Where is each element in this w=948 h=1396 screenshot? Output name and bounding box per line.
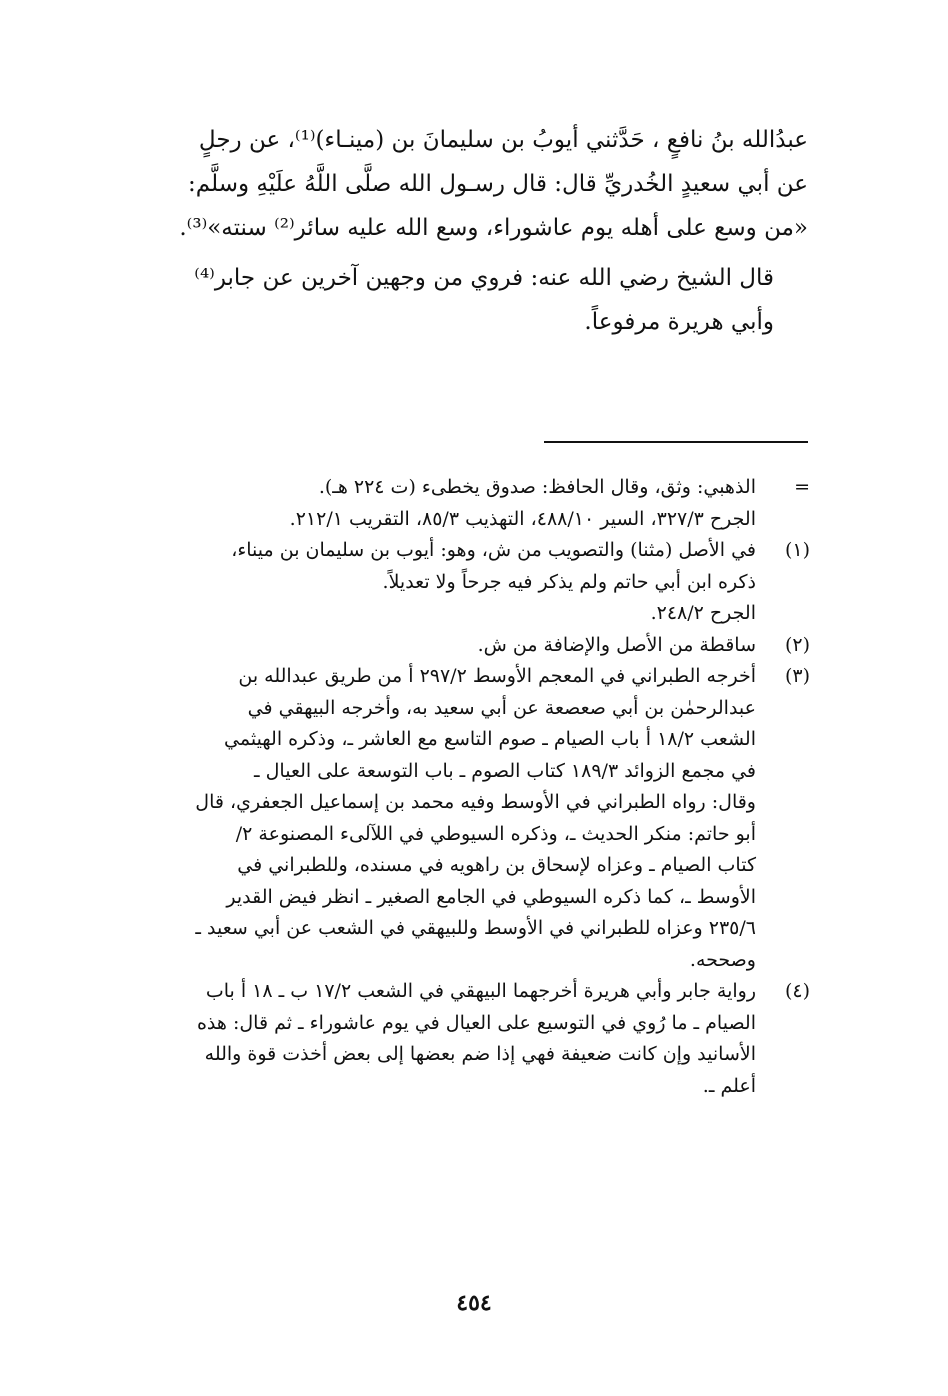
footnote-line: الأوسط ـ، كما ذكره السيوطي في الجامع الصغير ـ انظر فيض القدير <box>226 885 756 908</box>
footnote-line: أبو حاتم: منكر الحديث ـ، وذكره السيوطي في اللآلىء المصنوعة ٢/ <box>235 822 756 845</box>
footnote-line: رواية جابر وأبي هريرة أخرجهما البيهقي في الشعب ١٧/٢ ب ـ ١٨ أ باب <box>205 980 756 1002</box>
text-line: عبدُالله بنُ نافعٍ ، حَدَّثني أيوبُ بن سليمانَ بن (مينـاء)⁽¹⁾، عن رجلٍ <box>198 127 808 153</box>
footnote-number: (٤) <box>784 980 810 1002</box>
footnote-line: في مجمع الزوائد ١٨٩/٣ كتاب الصوم ـ باب التوسعة على العيال ـ <box>254 759 756 782</box>
text-line: قال الشيخ رضي الله عنه: فروي من وجهين آخرين عن جابر⁽⁴⁾ <box>194 265 774 291</box>
footnote-line: وصححه. <box>689 948 756 971</box>
footnotes <box>112 472 816 1102</box>
footnote-line: الجرح ٢٤٨/٢. <box>650 602 756 624</box>
footnote-line: ذكره ابن أبي حاتم ولم يذكر فيه جرحاً ولا تعديلاً. <box>382 570 756 593</box>
footnote-4 <box>112 976 816 1102</box>
footnote-number: (٢) <box>784 633 810 656</box>
text-line: عن أبي سعيدٍ الخُدريِّ قال: قال رسـول الله صلَّى اللَّهُ علَيْهِ وسلَّم: <box>188 171 808 197</box>
footnote-1 <box>112 535 816 630</box>
footnote-number: (٣) <box>784 665 810 687</box>
footnote-line: أعلم ـ. <box>702 1074 756 1097</box>
footnote-line: كتاب الصيام ـ وعزاه لإسحاق بن راهويه في مسنده، وللطبراني في <box>237 854 756 876</box>
footnote-line: الجرح ٣٢٧/٣، السير ٤٨٨/١٠، التهذيب ٨٥/٣، التقريب ٢١٢/١. <box>289 507 756 530</box>
footnote-continued <box>112 472 816 535</box>
footnote-separator <box>544 441 808 443</box>
footnote-line: عبدالرحمٰن بن أبي صعصعة عن أبي سعيد به، وأخرجه البيهقي في <box>247 696 756 719</box>
footnote-line: الذهبي: وثق، وقال الحافظ: صدوق يخطىء (ت ٢٢٤ هـ). <box>318 476 756 498</box>
footnote-marker: = <box>794 476 810 498</box>
footnote-line: الصيام ـ ما رُوي في التوسيع على العيال في يوم عاشوراء ـ ثم قال: هذه <box>196 1011 756 1034</box>
footnote-line: أخرجه الطبراني في المعجم الأوسط ٢٩٧/٢ أ من طريق عبدالله بن <box>238 665 756 687</box>
page-number: ٤٥٤ <box>456 1290 492 1316</box>
commentary-paragraph <box>130 256 808 344</box>
footnote-line: في الأصل (مثنا) والتصويب من ش، وهو: أيوب بن سليمان بن ميناء، <box>231 539 756 561</box>
main-text <box>130 118 808 344</box>
footnote-line: ساقطة من الأصل والإضافة من ش. <box>477 633 756 656</box>
hadith-paragraph <box>130 118 808 250</box>
footnote-line: الشعب ١٨/٢ أ باب الصيام ـ صوم التاسع مع العاشر ـ، وذكره الهيثمي <box>224 728 756 750</box>
footnote-number: (١) <box>784 539 810 561</box>
text-line: وأبي هريرة مرفوعاً. <box>584 309 774 335</box>
footnote-line: ٢٣٥/٦ وعزاه للطبراني في الأوسط وللبيهقي في الشعب عن أبي سعيد ـ <box>195 917 756 939</box>
text-line: «من وسع على أهله يوم عاشوراء، وسع الله عليه سائر⁽²⁾ سنته»⁽³⁾. <box>179 215 808 241</box>
footnote-2 <box>112 630 816 662</box>
footnote-line: وقال: رواه الطبراني في الأوسط وفيه محمد بن إسماعيل الجعفري، قال <box>195 791 756 813</box>
footnote-line: الأسانيد وإن كانت ضعيفة فهي إذا ضم بعضها إلى بعض أخذت قوة والله <box>204 1043 756 1065</box>
footnote-3 <box>112 661 816 976</box>
